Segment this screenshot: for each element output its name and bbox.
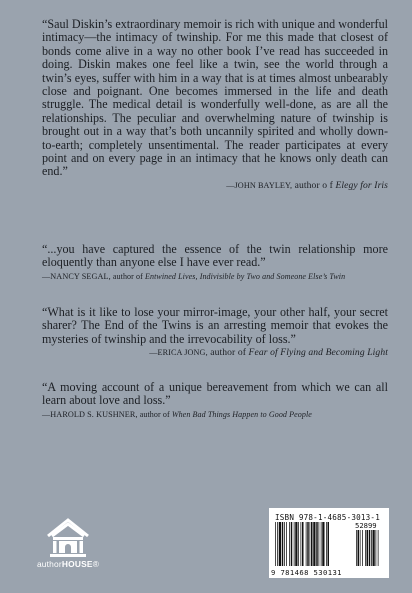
publisher-name-light: author	[36, 559, 62, 569]
quote-text: “A moving account of a unique bereavement from which we can all learn about love and loss.”	[42, 380, 388, 408]
quote-attribution	[42, 180, 388, 191]
quote-attribution	[42, 409, 388, 420]
attribution-book: Elegy for Iris	[335, 179, 388, 191]
quote-text: “...you have captured the essence of the twin relationship more eloquently than anyone else I have ever read.”	[42, 242, 388, 270]
attribution-author-of: author of	[207, 347, 249, 359]
attribution-book: Entwined Lives, Indivisible by Two and Someone Else’s Twin	[144, 271, 346, 281]
attribution-name: —ERICA JONG,	[149, 348, 208, 358]
registered-mark: ®	[92, 559, 100, 569]
barcode-ean-digits: 9 781468 530131	[271, 568, 342, 577]
attribution-name: —JOHN BAYLEY,	[226, 180, 293, 190]
quote-text: “What is it like to lose your mirror-image, your other half, your secret sharer? The End of the Twins is an arresting memoir that evokes the mysteries of twinship and the irrevocability of loss.”	[42, 305, 388, 346]
attribution-author-of: author of	[110, 271, 145, 281]
attribution-book: Fear of Flying and Becoming Light	[248, 347, 388, 359]
attribution-name: —NANCY SEGAL,	[42, 271, 111, 281]
quote-erica-jong	[42, 306, 388, 358]
quote-harold-kushner	[42, 381, 388, 420]
attribution-book: When Bad Things Happen to Good People	[171, 409, 312, 419]
house-book-icon	[22, 515, 114, 559]
quote-john-bayley	[42, 18, 388, 191]
isbn-barcode	[269, 508, 389, 578]
isbn-label: ISBN 978-1-4685-3013-1	[275, 513, 380, 522]
publisher-logo	[22, 515, 114, 575]
quote-text: “Saul Diskin’s extraordinary memoir is rich with unique and wonderful intimacy—the intimacy of twinship. For me this made that closest of bonds come alive in a way no other book I’ve read has succeeded in doing. Diskin makes one feel like a twin, see the world through a twin’s eyes, suffer with him in a way that is at times almost unbearably close and poignant. One becomes immersed in the life and death struggle. The medical detail is wonderfully well-done, as are all the relationships. The peculiar and overwhelming nature of twinship is brought out in a way that’s both uncannily spirited and wholly down-to-earth; completely unsentimental. The reader participates at every point and on every page in an intimacy that he knows only death can end.”	[42, 17, 388, 179]
publisher-name	[22, 559, 114, 569]
quote-nancy-segal	[42, 243, 388, 282]
quote-attribution	[42, 271, 388, 282]
attribution-author-of: author o f	[292, 179, 336, 191]
publisher-name-bold: HOUSE	[61, 559, 93, 569]
attribution-name: —HAROLD S. KUSHNER,	[42, 409, 138, 419]
barcode-addon-digits: 52899	[355, 521, 377, 530]
quote-attribution	[42, 347, 388, 358]
attribution-author-of: author of	[137, 409, 172, 419]
